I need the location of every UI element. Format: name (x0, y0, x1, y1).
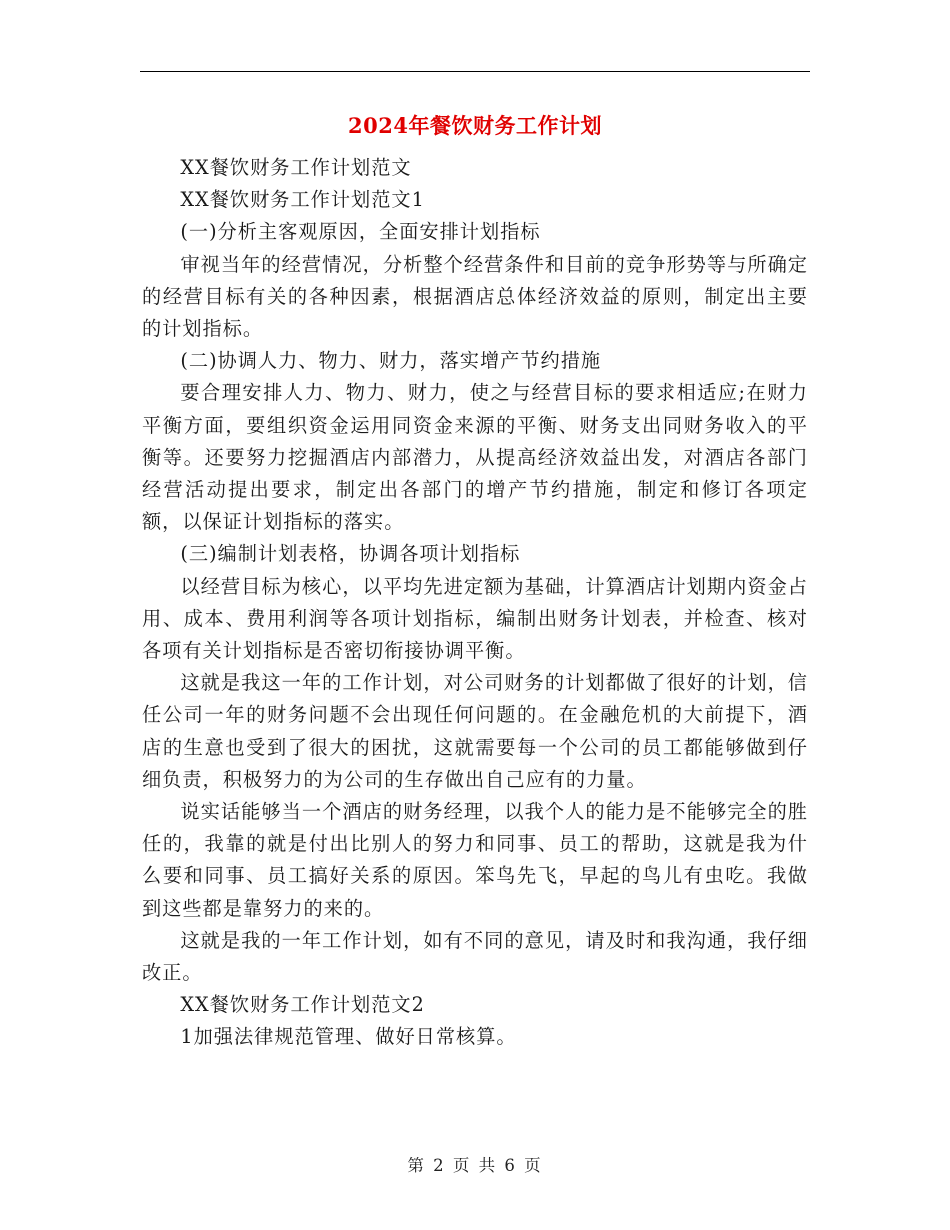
paragraph: 这就是我的一年工作计划，如有不同的意见，请及时和我沟通，我仔细改正。 (142, 928, 808, 985)
paragraph: XX餐饮财务工作计划范文1 (180, 188, 425, 212)
paragraph: 要合理安排人力、物力、财力，使之与经营目标的要求相适应;在财力平衡方面，要组织资金运用同资金来源的平衡、财务支出同财务收入的平衡等。还要努力挖掘酒店内部潜力，从提高经济效益出发，对酒店各部门经营活动提出要求，制定出各部门的增产节约措施，制定和修订各项定额，以保证计划指标的落实。 (142, 381, 808, 534)
paragraph: 这就是我这一年的工作计划，对公司财务的计划都做了很好的计划，信任公司一年的财务问题不会出现任何问题的。在金融危机的大前提下，酒店的生意也受到了很大的困扰，这就需要每一个公司的员工都能够做到仔细负责，积极努力的为公司的生存做出自己应有的力量。 (142, 671, 808, 791)
document-title: 2024年餐饮财务工作计划 (348, 113, 602, 138)
section-heading: (三)编制计划表格，协调各项计划指标 (180, 542, 521, 566)
paragraph: XX餐饮财务工作计划范文2 (180, 993, 425, 1017)
section-heading: (二)协调人力、物力、财力，落实增产节约措施 (180, 349, 602, 373)
document-body (142, 152, 808, 1054)
header-rule (140, 71, 810, 72)
paragraph: 以经营目标为核心，以平均先进定额为基础，计算酒店计划期内资金占用、成本、费用利润等各项计划指标，编制出财务计划表，并检查、核对各项有关计划指标是否密切衔接协调平衡。 (142, 574, 808, 663)
paragraph: 审视当年的经营情况，分析整个经营条件和目前的竞争形势等与所确定的经营目标有关的各种因素，根据酒店总体经济效益的原则，制定出主要的计划指标。 (142, 252, 808, 341)
paragraph: 1加强法律规范管理、做好日常核算。 (180, 1025, 517, 1049)
section-heading: (一)分析主客观原因，全面安排计划指标 (180, 220, 541, 244)
page-number-footer: 第 2 页 共 6 页 (407, 1156, 543, 1175)
paragraph: XX餐饮财务工作计划范文 (180, 156, 412, 179)
paragraph: 说实话能够当一个酒店的财务经理，以我个人的能力是不能够完全的胜任的，我靠的就是付出比别人的努力和同事、员工的帮助，这就是我为什么要和同事、员工搞好关系的原因。笨鸟先飞，早起的鸟儿有虫吃。我做到这些都是靠努力的来的。 (142, 800, 808, 920)
